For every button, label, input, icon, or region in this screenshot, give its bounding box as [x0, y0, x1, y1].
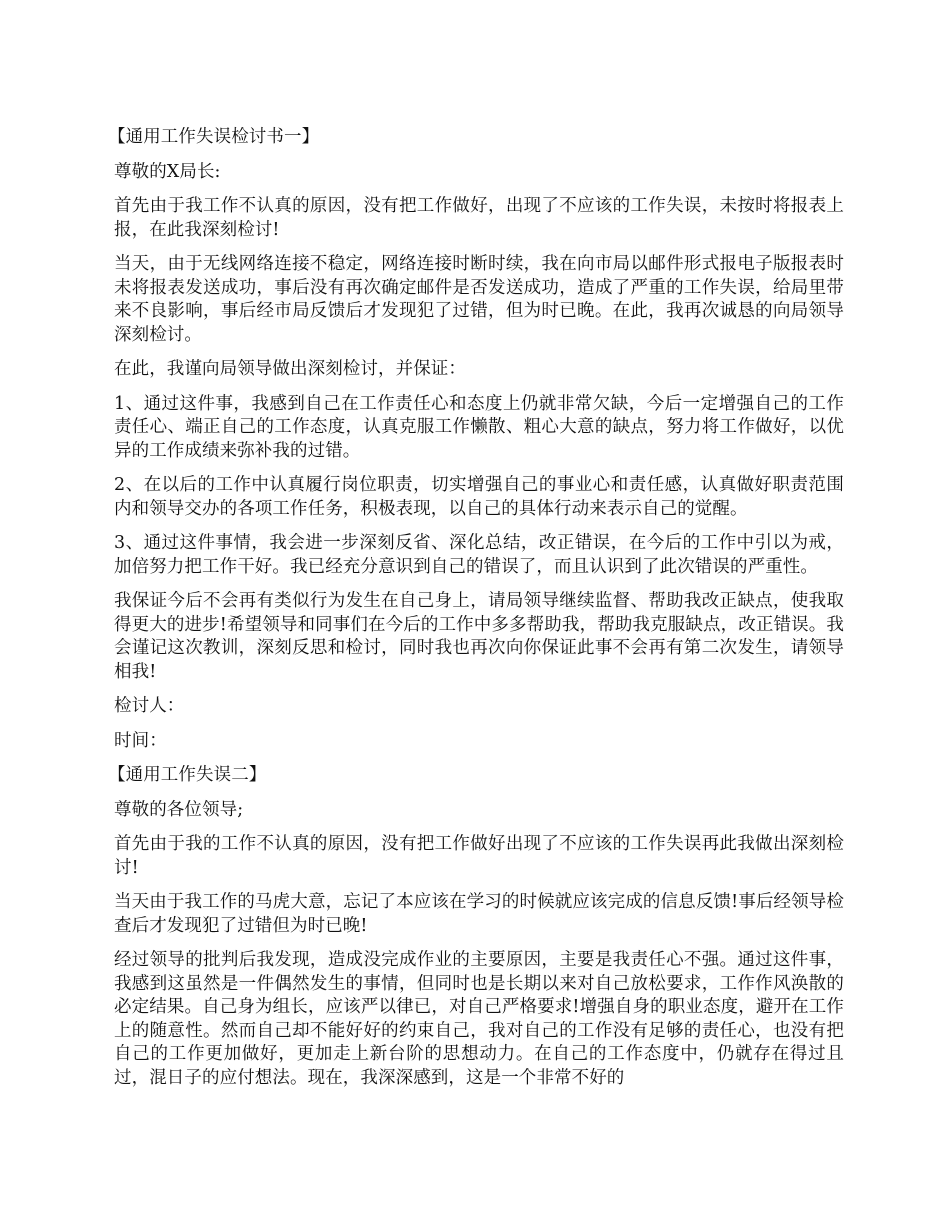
salutation-2: 尊敬的各位领导; — [114, 799, 244, 820]
paragraph: 当天由于我工作的马虎大意，忘记了本应该在学习的时候就应该完成的信息反馈!事后经领导检查后才发现犯了过错但为时已晚! — [114, 892, 844, 936]
document-page — [108, 126, 844, 1101]
list-item: 2、在以后的工作中认真履行岗位职责，切实增强自己的事业心和责任感，认真做好职责范围内和领导交办的各项工作任务，积极表现，以自己的具体行动来表示自己的觉醒。 — [114, 475, 844, 519]
paragraph: 我保证今后不会再有类似行为发生在自己身上，请局领导继续监督、帮助我改正缺点，使我取得更大的进步!希望领导和同事们在今后的工作中多多帮助我，帮助我克服缺点，改正错误。我会谨记这次教训，深刻反思和检讨，同时我也再次向你保证此事不会再有第二次发生，请领导相我! — [114, 591, 844, 682]
section-heading-2: 【通用工作失误二】 — [108, 765, 267, 785]
list-item: 3、通过这件事情，我会进一步深刻反省、深化总结，改正错误，在今后的工作中引以为戒，加倍努力把工作干好。我已经充分意识到自己的错误了，而且认识到了此次错误的严重性。 — [114, 533, 844, 577]
paragraph: 经过领导的批判后我发现，造成没完成作业的主要原因，主要是我责任心不强。通过这件事，我感到这虽然是一件偶然发生的事情，但同时也是长期以来对自己放松要求，工作作风涣散的必定结果。自己身为组长，应该严以律已，对自己严格要求!增强自身的职业态度，避开在工作上的随意性。然而自己却不能好好的约束自己，我对自己的工作没有足够的责任心，也没有把自己的工作更加做好，更加走上新台阶的思想动力。在自己的工作态度中，仍就存在得过且过，混日子的应付想法。现在，我深深感到，这是一个非常不好的 — [114, 950, 844, 1088]
paragraph: 首先由于我工作不认真的原因，没有把工作做好，出现了不应该的工作失误，未按时将报表上报，在此我深刻检讨! — [114, 196, 844, 240]
paragraph: 当天，由于无线网络连接不稳定，网络连接时断时续，我在向市局以邮件形式报电子版报表时未将报表发送成功，事后没有再次确定邮件是否发送成功，造成了严重的工作失误，给局里带来不良影响，事后经市局反馈后才发现犯了过错，但为时已晚。在此，我再次诚恳的向局领导深刻检讨。 — [114, 254, 844, 345]
list-item: 1、通过这件事，我感到自己在工作责任心和态度上仍就非常欠缺，今后一定增强自己的工作责任心、端正自己的工作态度，认真克服工作懒散、粗心大意的缺点，努力将工作做好，以优异的工作成绩来弥补我的过错。 — [114, 393, 844, 461]
section-heading-1: 【通用工作失误检讨书一】 — [108, 127, 320, 147]
paragraph: 首先由于我的工作不认真的原因，没有把工作做好出现了不应该的工作失误再此我做出深刻检讨! — [114, 834, 844, 878]
paragraph: 在此，我谨向局领导做出深刻检讨，并保证： — [114, 359, 466, 379]
salutation-1: 尊敬的X局长: — [114, 161, 221, 182]
signature-line: 检讨人： — [114, 696, 185, 716]
date-line: 时间： — [114, 730, 167, 751]
